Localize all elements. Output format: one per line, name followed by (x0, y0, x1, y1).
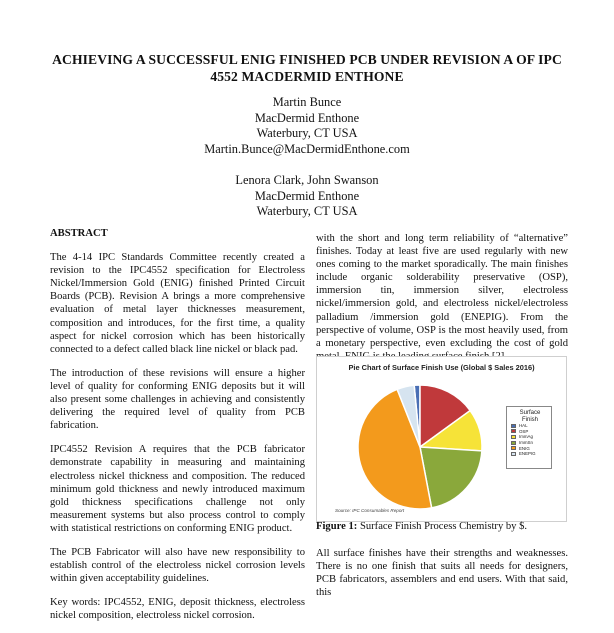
chart-source: Source: IPC Consumables Report (335, 508, 405, 513)
abstract-heading: ABSTRACT (50, 228, 108, 239)
legend-label: ENIG (519, 445, 530, 451)
author-email-1: Martin.Bunce@MacDermidEnthone.com (204, 141, 410, 156)
author-location-2: Waterbury, CT USA (256, 204, 358, 218)
figure-caption (316, 521, 527, 532)
legend-swatch (511, 429, 516, 433)
pie-chart-figure (316, 356, 567, 522)
right-column-text: with the short and long term reliability of “alternative” finishes. Today at least five are used regularly with new ones coming to the market sporadically. The main finishes include organic solderability preservative (OSP), immersion tin, immersion silver, electroless nickel/immersion gold, and electroless nickel/electroless palladium /immersion gold (ENEPIG). From the perspective of volume, OSP is the most heavily used, from a monetary perspective, even excluding the cost of gold (316, 233, 568, 349)
legend-swatch (511, 452, 516, 456)
legend-title: Surface Finish (519, 410, 541, 423)
author-gap (107, 157, 507, 173)
author-location-1: Waterbury, CT USA (256, 126, 358, 140)
author-name-1: Martin Bunce (272, 95, 342, 109)
legend-label: ImmAg (519, 434, 533, 440)
intro-paragraph: The introduction of these revisions will ensure a higher level of quality for conforming ENIG deposits but it will also present some challenges in achieving and consistently delivering the required level of quality from PCB fabrication. (50, 367, 305, 432)
legend-label: OSP (519, 428, 529, 434)
legend-item-enepig (511, 451, 551, 457)
legend-swatch (511, 435, 516, 439)
legend-swatch (511, 446, 516, 450)
author-affiliation-1: MacDermid Enthone (254, 110, 360, 125)
paper-title: ACHIEVING A SUCCESSFUL ENIG FINISHED PCB UNDER REVISION A OF IPC 4552 MACDERMID ENTHONE (52, 52, 562, 84)
figure-caption-text: Surface Finish Process Chemistry by $. (357, 521, 528, 532)
chart-title: Pie Chart of Surface Finish Use (Global $ Sales 2016) (348, 363, 535, 372)
legend-swatch (511, 424, 516, 428)
post-figure-paragraph: All surface finishes have their strengths and weaknesses. There is no one finish that suits all needs for designers, PCB fabricators, assemblers and end users. With that said, this (316, 548, 568, 599)
legend-label: ENEPIG (519, 451, 536, 457)
author-block (107, 95, 507, 220)
chart-legend (506, 406, 552, 469)
revision-paragraph: IPC4552 Revision A requires that the PCB fabricator demonstrate capability in measuring and maintaining electroless nickel thickness and composition. The reduced minimum gold thickness and newly introduced maximum gold thickness specifications challenge not only measurement systems but also process control to comply with statistical restrictions on conforming ENIG product. (50, 444, 305, 534)
legend-label: HAL (519, 423, 528, 429)
legend-label: ImmSn (519, 440, 533, 446)
author-affiliation-2: MacDermid Enthone (254, 188, 360, 203)
legend-swatch (511, 441, 516, 445)
figure-caption-label: Figure 1: (316, 521, 358, 532)
fabricator-paragraph: The PCB Fabricator will also have new responsibility to establish control of the electroless nickel corrosion levels within given acceptability guidelines. (50, 546, 305, 585)
abstract-paragraph: The 4-14 IPC Standards Committee recently created a revision to the IPC4552 specification for Electroless Nickel/Immersion Gold (ENIG) finished Printed Circuit Boards (PCB). Revision A brings a more comprehensive evaluation of metal layer thicknesses measurement, composition and introduces, for the first time, a quality aspect for nickel corrosion which has been historically connected to a defect called black line nickel or black pad. (50, 252, 305, 355)
keywords-paragraph: Key words: IPC4552, ENIG, deposit thickness, electroless nickel composition, electroless nickel corrosion. (50, 597, 305, 622)
left-column (50, 227, 305, 633)
author-name-2: Lenora Clark, John Swanson (235, 173, 379, 187)
